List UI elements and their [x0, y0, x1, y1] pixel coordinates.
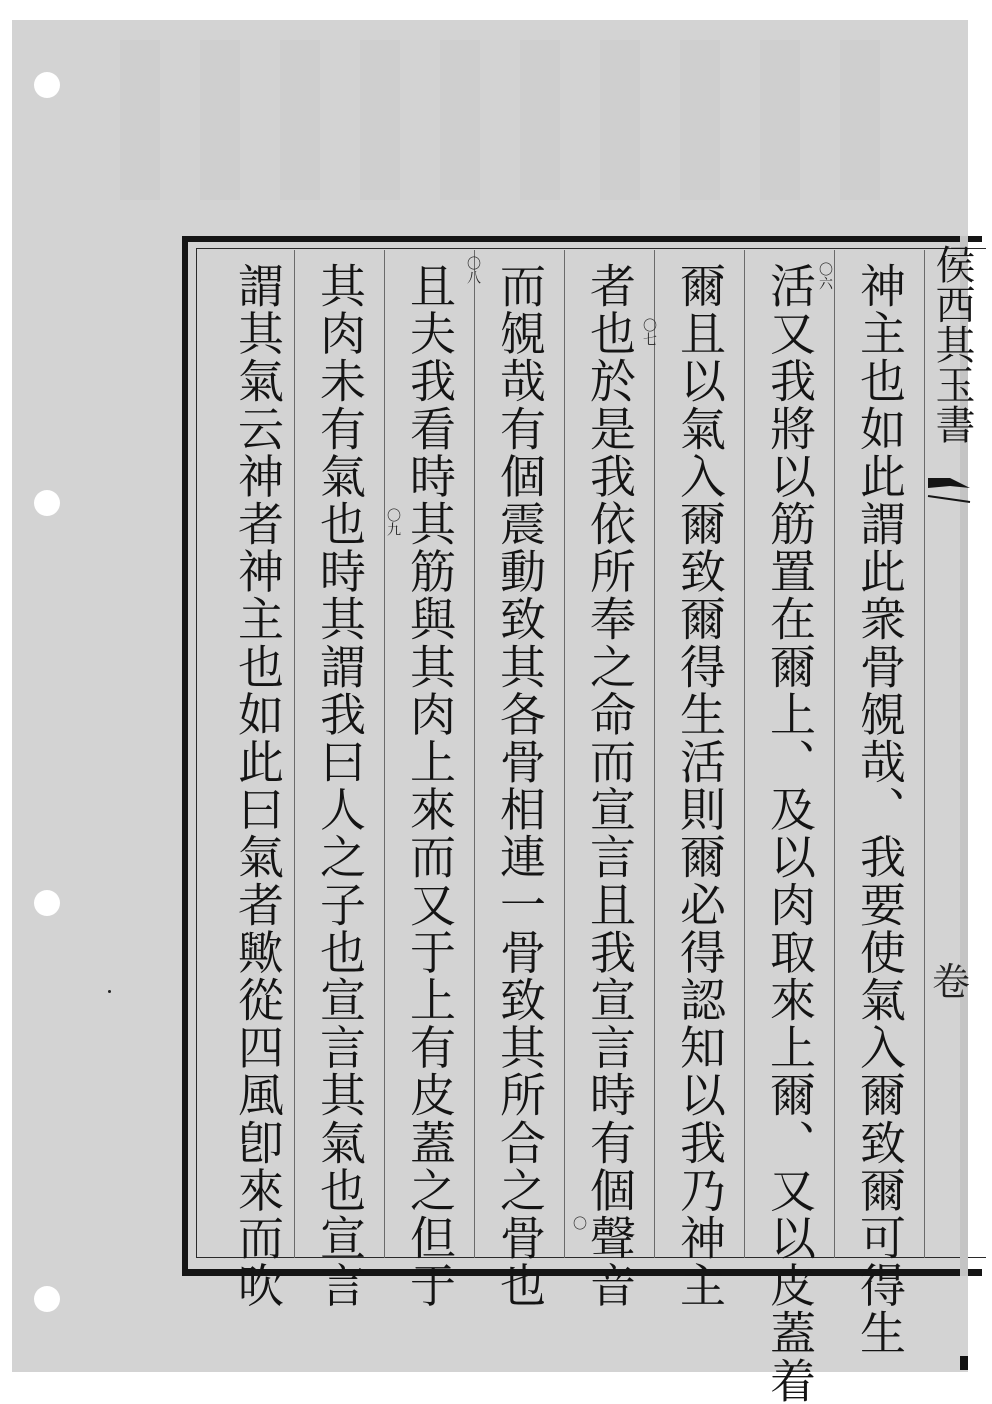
- column-rule: [744, 250, 745, 1258]
- corner-mark: [960, 1356, 968, 1370]
- verse-note-7: 〇七: [641, 318, 657, 346]
- column-rule: [654, 250, 655, 1258]
- punch-hole: [34, 1286, 60, 1312]
- text-column-7: 其肉未有氣也時其謂我曰人之子也宣言其氣也宣言: [313, 262, 367, 1310]
- verse-circle-mark: 〇: [571, 1216, 587, 1230]
- text-column-2: 活又我將以筋置在爾上、及以肉取來上爾、又以皮蓋着: [763, 262, 817, 1404]
- punch-hole: [34, 72, 60, 98]
- column-rule: [384, 250, 385, 1258]
- margin-title: 侯西其玉書: [929, 244, 975, 444]
- text-column-4: 者也於是我依所奉之命而宣言且我宣言時有個聲音: [583, 262, 637, 1310]
- verse-note-6: 〇六: [817, 262, 833, 290]
- column-rule: [924, 250, 925, 1258]
- bleed-through: [120, 40, 920, 200]
- leaf-mark: 卷: [932, 960, 971, 1004]
- text-column-5: 而覙哉有個震動致其各骨相連一骨致其所合之骨也: [493, 262, 547, 1310]
- column-rule: [294, 250, 295, 1258]
- column-rule: [474, 250, 475, 1258]
- text-column-1: 神主也如此謂此衆骨覙哉、我要使氣入爾致爾可得生: [853, 262, 907, 1357]
- dust-speck: [108, 990, 111, 993]
- verse-note-9: 〇九: [385, 508, 401, 536]
- fish-tail-ornament: [926, 472, 972, 506]
- punch-hole: [34, 890, 60, 916]
- text-column-6: 且夫我看時其筋與其肉上來而又于上有皮蓋之但于: [403, 262, 457, 1310]
- text-column-3: 爾且以氣入爾致爾得生活則爾必得認知以我乃神主: [673, 262, 727, 1310]
- column-rule: [834, 250, 835, 1258]
- text-column-8: 謂其氣云神者神主也如此曰氣者歟從四風卽來而吹: [231, 262, 285, 1310]
- verse-note-8: 〇八: [465, 256, 481, 284]
- punch-hole: [34, 490, 60, 516]
- column-rule: [564, 250, 565, 1258]
